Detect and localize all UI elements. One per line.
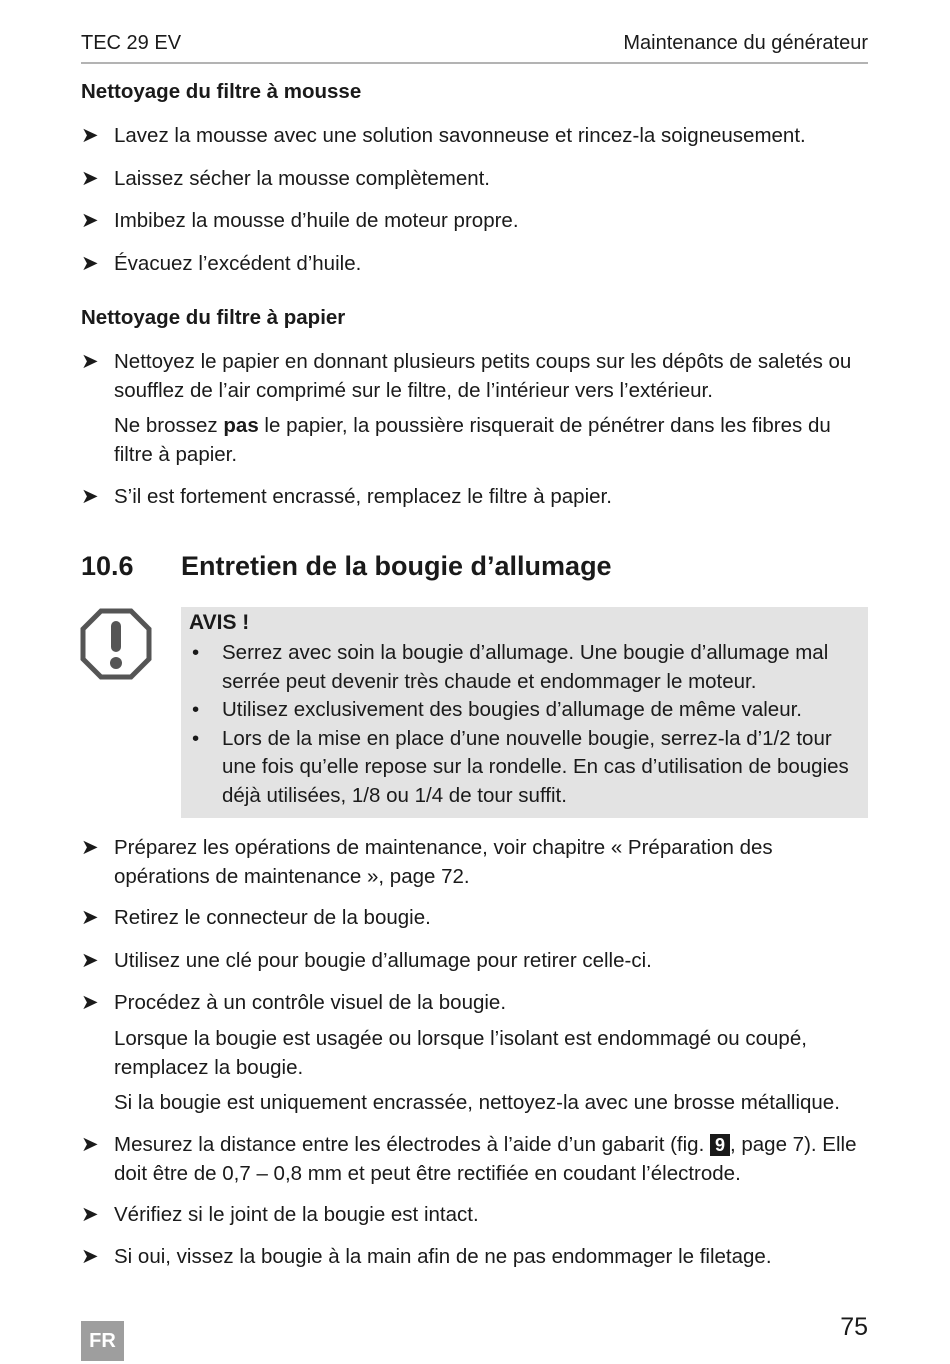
list-item: • Utilisez exclusivement des bougies d’allumage de même valeur. xyxy=(189,696,861,725)
step-remove-connector: ➤ Retirez le connecteur de la bougie. xyxy=(81,904,868,933)
manual-title: TEC 29 EV xyxy=(81,32,182,54)
arrow-icon: ➤ xyxy=(81,350,99,373)
arrow-icon: ➤ xyxy=(81,1133,99,1156)
section-number: 10.6 xyxy=(81,551,134,581)
arrow-icon: ➤ xyxy=(81,1245,99,1268)
arrow-icon: ➤ xyxy=(81,906,99,929)
arrow-icon: ➤ xyxy=(81,1203,99,1226)
notice-list xyxy=(189,639,861,810)
step-screw-in: ➤ Si oui, vissez la bougie à la main afin de ne pas endommager le filetage. xyxy=(81,1243,868,1272)
page-header xyxy=(81,30,868,64)
arrow-icon: ➤ xyxy=(81,167,99,190)
step-check-seal: ➤ Vérifiez si le joint de la bougie est intact. xyxy=(81,1201,868,1230)
arrow-icon: ➤ xyxy=(81,209,99,232)
arrow-icon: ➤ xyxy=(81,485,99,508)
arrow-icon: ➤ xyxy=(81,991,99,1014)
arrow-icon: ➤ xyxy=(81,949,99,972)
language-tab: FR xyxy=(81,1321,124,1361)
foam-step-1: ➤ Lavez la mousse avec une solution savonneuse et rincez-la soigneusement. xyxy=(81,122,868,151)
figure-reference-badge: 9 xyxy=(710,1134,730,1156)
arrow-icon: ➤ xyxy=(81,252,99,275)
section-title: Entretien de la bougie d’allumage xyxy=(181,551,612,581)
notice-box xyxy=(181,607,868,818)
paper-filter-heading: Nettoyage du filtre à papier xyxy=(81,306,346,329)
bullet-icon: • xyxy=(192,726,200,750)
paper-step-1: ➤ Nettoyez le papier en donnant plusieurs petits coups sur les dépôts de saletés ou soufflez de l’air comprimé sur le filtre, de l’intérieur vers l’extérieur. xyxy=(81,350,852,402)
step-use-wrench: ➤ Utilisez une clé pour bougie d’allumage pour retirer celle-ci. xyxy=(81,947,868,976)
paper-step-2: ➤ S’il est fortement encrassé, remplacez le filtre à papier. xyxy=(81,483,868,512)
step-visual-check: ➤ Procédez à un contrôle visuel de la bougie. xyxy=(81,989,868,1018)
arrow-icon: ➤ xyxy=(81,124,99,147)
notice-title: AVIS ! xyxy=(189,611,250,634)
page-number: 75 xyxy=(840,1313,868,1341)
foam-step-2: ➤ Laissez sécher la mousse complètement. xyxy=(81,165,868,194)
bullet-icon: • xyxy=(192,641,200,664)
foam-step-4: ➤ Évacuez l’excédent d’huile. xyxy=(81,250,868,279)
step-prepare: ➤ Préparez les opérations de maintenance, voir chapitre « Préparation des opérations de maintenance », page 72. xyxy=(81,836,773,888)
foam-step-3: ➤ Imbibez la mousse d’huile de moteur propre. xyxy=(81,207,868,236)
arrow-icon: ➤ xyxy=(81,836,99,859)
foam-filter-heading: Nettoyage du filtre à mousse xyxy=(81,80,362,103)
chapter-title: Maintenance du générateur xyxy=(623,32,868,54)
visual-note-replace: Lorsque la bougie est usagée ou lorsque l’isolant est endommagé ou coupé, remplacez la bougie. xyxy=(114,1027,807,1079)
step-measure-gap: ➤ Mesurez la distance entre les électrodes à l’aide d’un gabarit (fig. 9 , page 7). Elle doit être de 0,7 – 0,8 mm et peut être rectifiée en coudant l’électrode. xyxy=(81,1133,857,1185)
list-item: • Serrez avec soin la bougie d’allumage. Une bougie d’allumage mal serrée peut devenir très chaude et endommager le moteur. xyxy=(192,641,829,693)
paper-note: Ne brossez pas le papier, la poussière risquerait de pénétrer dans les fibres du filtre à papier. xyxy=(114,414,831,466)
list-item: • Lors de la mise en place d’une nouvelle bougie, serrez-la d’1/2 tour une fois qu’elle repose sur la rondelle. En cas d’utilisation de bougies déjà utilisées, 1/8 ou 1/4 de tour suffit. xyxy=(192,726,849,807)
visual-note-clean: Si la bougie est uniquement encrassée, nettoyez-la avec une brosse métallique. xyxy=(114,1091,840,1114)
exclamation-octagon-icon xyxy=(80,608,152,680)
bullet-icon: • xyxy=(192,698,200,721)
